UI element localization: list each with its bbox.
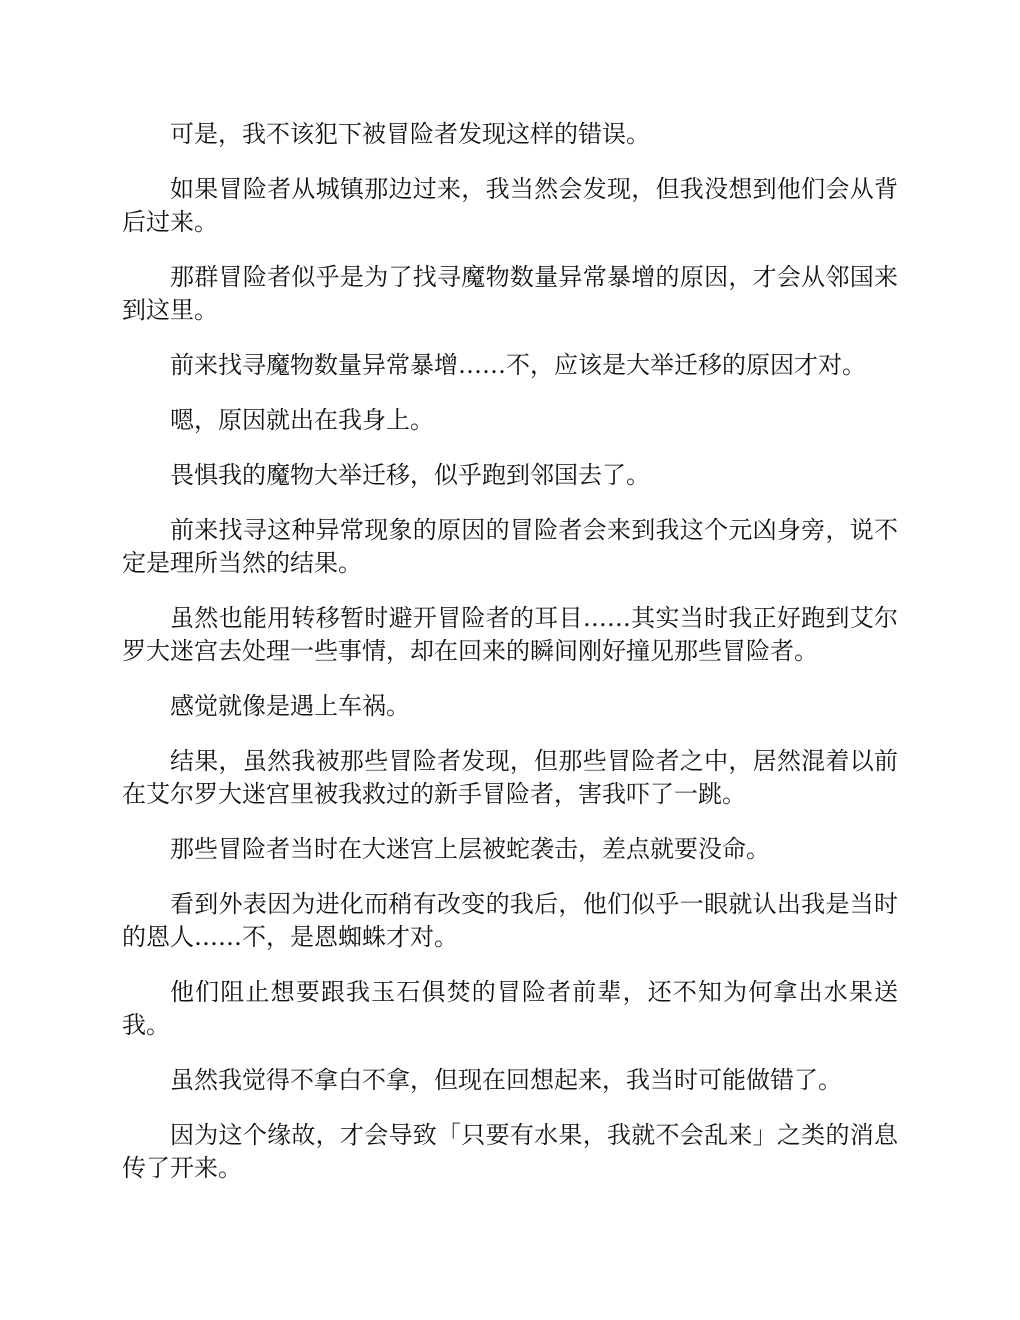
paragraph: 嗯，原因就出在我身上。 [170, 406, 434, 434]
paragraph: 可是，我不该犯下被冒险者发现这样的错误。 [170, 120, 650, 148]
paragraph: 因为这个缘故，才会导致「只要有水果，我就不会乱来」之类的消息传了开来。 [122, 1121, 898, 1182]
paragraph: 他们阻止想要跟我玉石俱焚的冒险者前辈，还不知为何拿出水果送我。 [122, 978, 898, 1039]
paragraph: 那些冒险者当时在大迷宫上层被蛇袭击，差点就要没命。 [170, 835, 770, 863]
paragraph: 前来找寻魔物数量异常暴增……不，应该是大举迁移的原因才对。 [170, 351, 866, 379]
paragraph: 感觉就像是遇上车祸。 [170, 692, 410, 720]
paragraph: 前来找寻这种异常现象的原因的冒险者会来到我这个元凶身旁，说不定是理所当然的结果。 [122, 516, 898, 577]
document-page [122, 118, 898, 1207]
paragraph: 看到外表因为进化而稍有改变的我后，他们似乎一眼就认出我是当时的恩人……不，是恩蜘蛛才对。 [122, 890, 898, 951]
paragraph: 虽然也能用转移暂时避开冒险者的耳目……其实当时我正好跑到艾尔罗大迷宫去处理一些事情，却在回来的瞬间刚好撞见那些冒险者。 [122, 604, 898, 665]
paragraph: 结果，虽然我被那些冒险者发现，但那些冒险者之中，居然混着以前在艾尔罗大迷宫里被我救过的新手冒险者，害我吓了一跳。 [122, 747, 898, 808]
paragraph: 畏惧我的魔物大举迁移，似乎跑到邻国去了。 [170, 461, 650, 489]
paragraph: 如果冒险者从城镇那边过来，我当然会发现，但我没想到他们会从背后过来。 [122, 175, 898, 236]
paragraph: 那群冒险者似乎是为了找寻魔物数量异常暴增的原因，才会从邻国来到这里。 [122, 263, 898, 324]
paragraph: 虽然我觉得不拿白不拿，但现在回想起来，我当时可能做错了。 [170, 1066, 842, 1094]
